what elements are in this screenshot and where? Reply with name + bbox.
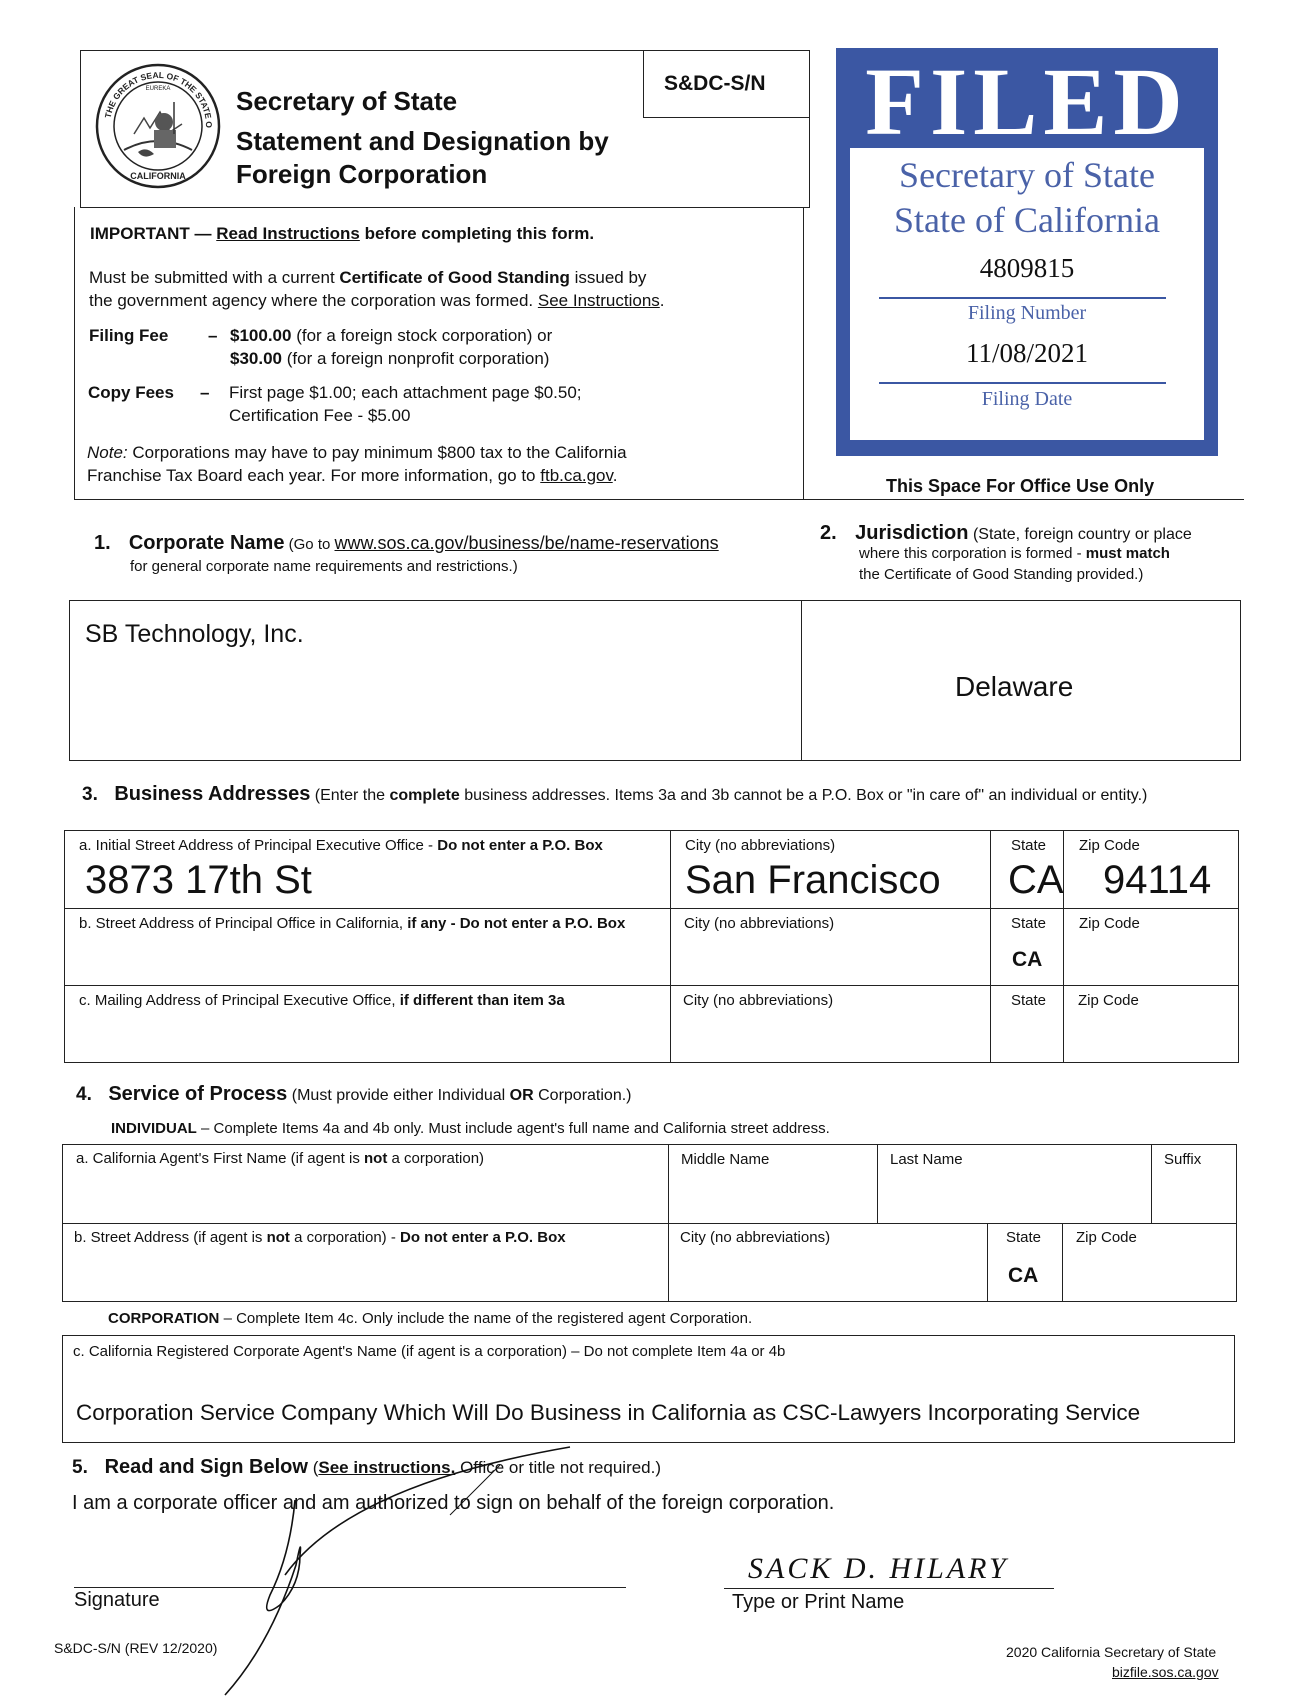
filing-date: 11/08/2021 [965,338,1088,368]
item2-heading: 2. Jurisdiction (State, foreign country or place [820,522,1192,544]
read-instructions-link[interactable]: Read Instructions [216,224,360,243]
col-divider-zip-4b [1062,1223,1063,1302]
corporate-agent-value: Corporation Service Company Which Will Do Business in California as CSC-Lawyers Incorporating Service [76,1400,1141,1425]
item3a-state-label: State [1011,837,1047,854]
item3a-city-label: City (no abbreviations) [685,837,836,854]
item4b-city-label: City (no abbreviations) [680,1229,831,1246]
item3a-label: a. Initial Street Address of Principal Executive Office - Do not enter a P.O. Box [79,837,603,854]
office-use-only: This Space For Office Use Only [886,476,1155,496]
corporate-name-value: SB Technology, Inc. [85,620,304,648]
item4-heading: 4. Service of Process (Must provide either Individual OR Corporation.) [76,1083,632,1105]
seal-top-text: THE GREAT SEAL OF THE STATE O [102,69,215,129]
signature-scribble [200,1445,620,1702]
filing-number: 4809815 [979,253,1075,283]
instructions-right-border [803,207,804,500]
last-name-label: Last Name [890,1151,963,1168]
row-divider-4a [62,1223,1237,1224]
filing-fee-label: Filing Fee [89,326,169,345]
col-divider-suffix [1151,1144,1152,1224]
california-seal-icon [94,62,222,190]
item3c-label: c. Mailing Address of Principal Executive Office, if different than item 3a [79,992,565,1009]
item1-heading: 1. Corporate Name (Go to www.sos.ca.gov/business/be/name-reservations [94,532,719,554]
corporation-line: CORPORATION – Complete Item 4c. Only include the name of the registered agent Corporation. [108,1310,753,1327]
item3a-zip-label: Zip Code [1079,837,1140,854]
item4b-zip-label: Zip Code [1076,1229,1137,1246]
footer-bizfile-link[interactable]: bizfile.sos.ca.gov [1112,1664,1219,1680]
print-name-label: Type or Print Name [732,1591,905,1613]
copy-fees-dash: – [200,383,210,402]
form-title-line2: Foreign Corporation [236,159,488,189]
item3b-zip-label: Zip Code [1079,915,1140,932]
copy-fees-line1: First page $1.00; each attachment page $0.50; [229,383,582,402]
stamp-line1: Secretary of State [899,155,1155,195]
item3a-city-value[interactable]: San Francisco [685,858,941,902]
item4b-label: b. Street Address (if agent is not a corporation) - Do not enter a P.O. Box [74,1229,566,1246]
name-reservations-link[interactable]: www.sos.ca.gov/business/be/name-reservations [334,533,719,553]
col-divider-state [990,830,991,1063]
filing-number-rule [879,297,1166,299]
item3b-state-label: State [1011,915,1047,932]
item3c-state-label: State [1011,992,1047,1009]
form-title-line1: Statement and Designation by [236,126,609,156]
middle-name-label: Middle Name [681,1151,770,1168]
item5-see-instructions-link[interactable]: See instructions. [318,1458,456,1477]
filing-number-label: Filing Number [967,302,1087,324]
important-label: IMPORTANT — [90,224,212,243]
item2-line2: where this corporation is formed - must match [859,545,1170,562]
see-instructions-link[interactable]: See Instructions [537,291,660,310]
must-line1: Must be submitted with a current Certificate of Good Standing issued by [89,268,647,287]
note-line2: Franchise Tax Board each year. For more information, go to ftb.ca.gov. [87,466,618,485]
printed-name-text: SACK D. HILARY [748,1552,1009,1585]
footer-form-rev: S&DC-S/N (REV 12/2020) [54,1640,218,1656]
suffix-label: Suffix [1164,1151,1202,1168]
item3c-city-label: City (no abbreviations) [683,992,834,1009]
item4a-label: a. California Agent's First Name (if agent is not a corporation) [76,1150,485,1167]
filed-text: FILED [865,48,1189,155]
important-line [90,224,594,244]
item3b-state-value[interactable]: CA [1012,948,1043,971]
signing-statement: I am a corporate officer and am authorized to sign on behalf of the foreign corporation. [72,1492,835,1514]
individual-line: INDIVIDUAL – Complete Items 4a and 4b only. Must include agent's full name and California street address. [111,1120,830,1137]
item2-line3: the Certificate of Good Standing provided.) [859,566,1144,583]
item3c-zip-label: Zip Code [1078,992,1139,1009]
copy-fees-line2: Certification Fee - $5.00 [229,406,411,425]
col-divider-last [877,1144,878,1224]
stamp-line2: State of California [894,200,1160,240]
copy-fees-label: Copy Fees [88,383,174,402]
instructions-bottom-border [74,499,1244,500]
item4b-state-value[interactable]: CA [1008,1264,1039,1287]
jurisdiction-value: Delaware [955,671,1074,702]
item3a-state-value[interactable]: CA [1008,858,1064,902]
fee-line1: $100.00 (for a foreign stock corporation) or [230,326,553,345]
item3a-zip-value[interactable]: 94114 [1103,858,1212,902]
filing-date-label: Filing Date [981,388,1073,410]
signature-label: Signature [74,1589,160,1611]
fee-line2: $30.00 (for a foreign nonprofit corporation) [230,349,550,368]
col-divider-city [670,830,671,1063]
col-divider-state-4b [987,1223,988,1302]
seal-bottom-text: CALIFORNIA [130,171,186,181]
note-line1: Note: Corporations may have to pay minimum $800 tax to the California [87,443,627,462]
important-before: before completing this form. [364,224,595,243]
item3-heading: 3. Business Addresses (Enter the complete business addresses. Items 3a and 3b cannot be a P.O. Box or "in care of" an individual or entity.) [82,783,1148,805]
item4b-state-label: State [1006,1229,1042,1246]
print-name-line [724,1588,1054,1589]
item5-heading: 5. Read and Sign Below (See instructions. Office or title not required.) [72,1456,662,1478]
ftb-link[interactable]: ftb.ca.gov [540,466,613,485]
col-divider-middle [668,1144,669,1302]
filing-fee-dash: – [208,326,218,345]
printed-name-handwritten [740,1548,1070,1588]
item3b-city-label: City (no abbreviations) [684,915,835,932]
footer-copyright: 2020 California Secretary of State [1006,1644,1217,1660]
seal-motto: EUREKA [145,86,171,92]
item3a-street-value[interactable]: 3873 17th St [85,858,312,902]
must-line2: the government agency where the corporation was formed. See Instructions. [89,291,665,310]
item4c-label: c. California Registered Corporate Agent's Name (if agent is a corporation) – Do not complete Item 4a or 4b [73,1343,786,1360]
item1-desc: for general corporate name requirements and restrictions.) [130,558,518,575]
form-code: S&DC-S/N [664,72,766,95]
svg-text:THE GREAT SEAL OF THE STATE OF [94,62,214,128]
item3b-label: b. Street Address of Principal Office in California, if any - Do not enter a P.O. Box [79,915,626,932]
filing-date-rule [879,382,1166,384]
instructions-left-border [74,207,75,500]
agency-title: Secretary of State [236,86,458,116]
